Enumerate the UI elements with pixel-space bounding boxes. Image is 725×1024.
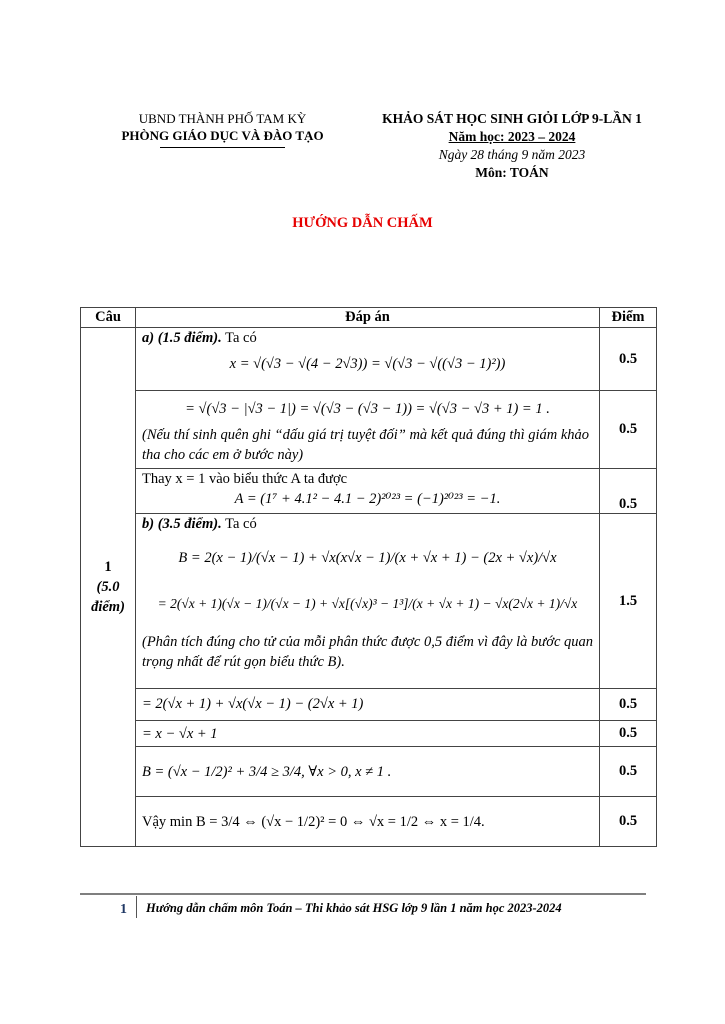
- math-line: = x − √x + 1: [142, 726, 218, 742]
- answer-cell: [136, 689, 600, 721]
- school-year: Năm học: 2023 – 2024: [448, 129, 576, 144]
- answer-cell: [136, 747, 600, 797]
- math-line: A = (1⁷ + 4.1² − 4.1 − 2)²⁰²³ = (−1)²⁰²³ = −1.: [234, 491, 501, 507]
- table-row: [81, 689, 657, 721]
- question-points: (5.0: [96, 579, 120, 595]
- footer-text: Hướng dẫn chấm môn Toán – Thi khảo sát HSG lớp 9 lần 1 năm học 2023-2024: [146, 901, 562, 915]
- subject: Môn: TOÁN: [475, 165, 549, 180]
- table-header-row: [81, 308, 657, 328]
- answer-cell: [136, 797, 600, 847]
- table-row: [81, 328, 657, 391]
- grading-table: [80, 307, 657, 847]
- math-line: = 2(√x + 1)(√x − 1)/(√x − 1) + √x[(√x)³ − 1³]/(x + √x + 1) − √x(2√x + 1)/√x: [157, 596, 578, 611]
- answer-cell: [136, 328, 600, 391]
- math-line: B = (√x − 1/2)² + 3/4 ≥ 3/4, ∀x > 0, x ≠ 1 .: [142, 764, 392, 780]
- score-cell: 1.5: [600, 514, 657, 689]
- page-number: 1: [120, 902, 127, 917]
- score-cell: 0.5: [600, 689, 657, 721]
- table-row: [81, 391, 657, 469]
- math-line: x = √(√3 − √(4 − 2√3)) = √(√3 − √((√3 − 1)²)): [229, 356, 506, 372]
- header-score: Điểm: [600, 308, 657, 328]
- footer-divider: [80, 893, 646, 895]
- exam-date: Ngày 28 tháng 9 năm 2023: [438, 147, 586, 162]
- question-points-unit: điểm): [91, 599, 125, 615]
- table-row: [81, 514, 657, 689]
- grading-note: (Nếu thí sinh quên ghi “dấu giá trị tuyệt đối” mà kết quả đúng thì giám khảo tha cho các em ở bước này): [142, 427, 590, 463]
- answer-cell: [136, 514, 600, 689]
- answer-cell: [136, 469, 600, 514]
- math-line: B = 2(x − 1)/(√x − 1) + √x(x√x − 1)/(x + √x + 1) − (2x + √x)/√x: [178, 550, 557, 566]
- score-cell: 0.5: [600, 721, 657, 747]
- page-title: HƯỚNG DẪN CHẤM: [292, 215, 433, 231]
- header-left: [95, 110, 350, 148]
- score-cell: 0.5: [600, 797, 657, 847]
- score-cell: 0.5: [600, 328, 657, 391]
- header-answer: Đáp án: [136, 308, 600, 328]
- math-line: = √(√3 − |√3 − 1|) = √(√3 − (√3 − 1)) = √(√3 − √3 + 1) = 1 .: [185, 401, 550, 417]
- answer-cell: [136, 721, 600, 747]
- header-underline: [160, 147, 285, 148]
- part-label: b) (3.5 điểm).: [142, 516, 222, 532]
- table-row: [81, 797, 657, 847]
- header-question: Câu: [81, 308, 136, 328]
- footer-separator: [136, 896, 137, 918]
- header-authority: UBND THÀNH PHỐ TAM KỲ: [138, 111, 307, 126]
- header-department: PHÒNG GIÁO DỤC VÀ ĐÀO TẠO: [121, 128, 324, 143]
- text-line: Thay x = 1 vào biểu thức A ta được: [142, 471, 348, 487]
- score-cell: 0.5: [600, 469, 657, 514]
- question-number: 1: [104, 559, 112, 575]
- text-line: Vậy min B = 3/4 ⇔ (√x − 1/2)² = 0 ⇔ √x = 1/2 ⇔ x = 1/4.: [142, 814, 485, 830]
- part-label: a) (1.5 điểm).: [142, 330, 222, 346]
- table-row: [81, 469, 657, 514]
- math-line: = 2(√x + 1) + √x(√x − 1) − (2√x + 1): [142, 696, 364, 712]
- table-row: [81, 747, 657, 797]
- table-row: [81, 721, 657, 747]
- answer-cell: [136, 391, 600, 469]
- score-cell: 0.5: [600, 747, 657, 797]
- lead-text: Ta có: [225, 330, 257, 346]
- exam-title: KHẢO SÁT HỌC SINH GIỎI LỚP 9-LẦN 1: [382, 111, 642, 126]
- header-right: [352, 110, 672, 182]
- score-cell: 0.5: [600, 391, 657, 469]
- question-cell: [81, 328, 136, 847]
- lead-text: Ta có: [225, 516, 257, 532]
- grading-note: (Phân tích đúng cho tử của mỗi phân thức được 0,5 điểm vì đây là bước quan trọng nhất để rút gọn biểu thức B).: [142, 634, 594, 670]
